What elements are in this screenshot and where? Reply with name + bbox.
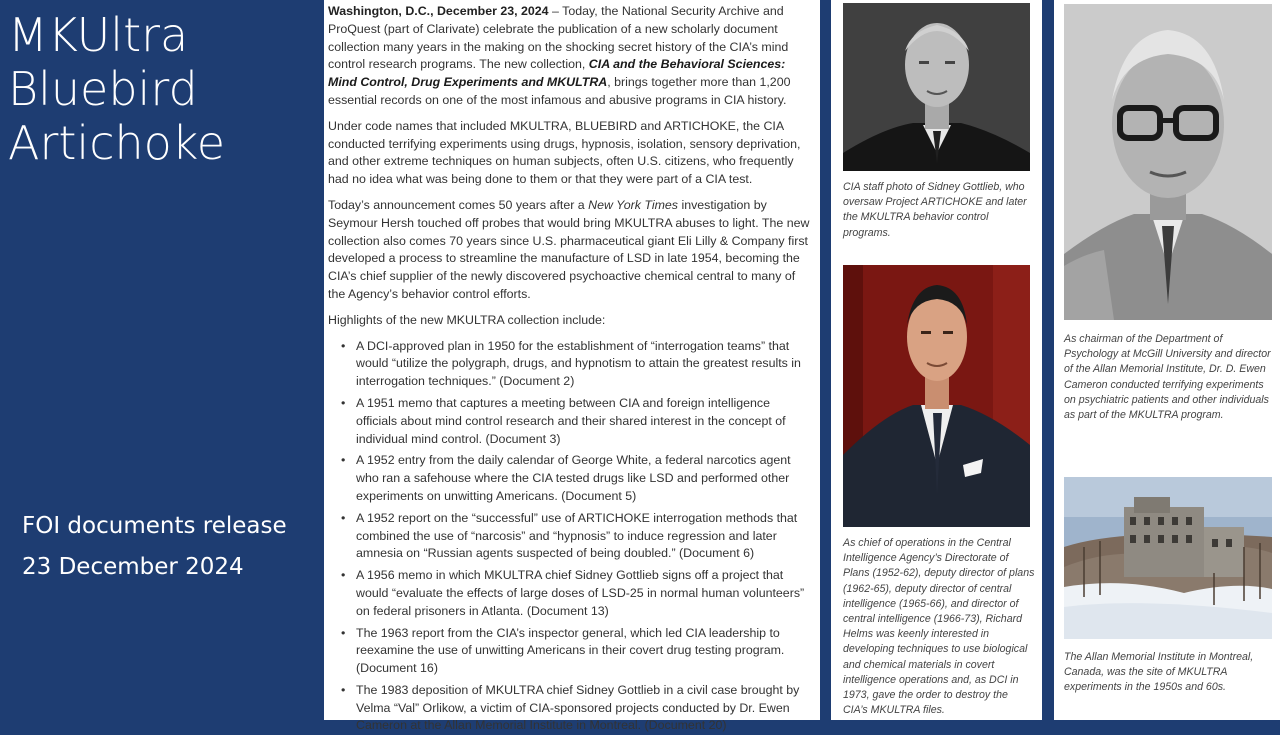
highlights-list	[328, 338, 814, 735]
institute-photo	[1064, 477, 1272, 639]
title-line-mkultra: MKUltra	[8, 8, 189, 62]
list-item: • A 1952 report on the “successful” use of ARTICHOKE interrogation methods that combined the use of “narcosis” and “hypnosis” to induce regression and later amnesia on “Russian agents suspected of being doubled.” (Document 6)	[356, 510, 814, 563]
institute-caption: The Allan Memorial Institute in Montreal, Canada, was the site of MKULTRA experiments in the 1950s and 60s.	[1064, 651, 1254, 694]
title-line-bluebird: Bluebird	[8, 62, 198, 116]
code-names-paragraph: Under code names that included MKULTRA, BLUEBIRD and ARTICHOKE, the CIA conducted terrifying experiments using drugs, hypnosis, isolation, sensory deprivation, and other extreme techniques on human subjects, often U.S. citizens, who frequently had no idea what was being done to them or that they were part of a CIA test.	[328, 118, 801, 187]
nyt-title: New York Times	[588, 197, 678, 212]
lead-text-2: , brings together more than 1,200 essential records on one of the most infamous and abusive programs in CIA history.	[328, 75, 791, 107]
sidebar-subtitle	[22, 506, 287, 588]
gottlieb-photo	[843, 3, 1030, 171]
dateline: Washington, D.C., December 23, 2024	[328, 4, 549, 18]
list-item: • The 1983 deposition of MKULTRA chief Sidney Gottlieb in a civil case brought by Velma “Val” Orlikow, a victim of CIA-sponsored projects conducted by Dr. Ewen Cameron at the Allan Memorial Institute in Montreal. (Document 20)	[356, 682, 814, 735]
announcement-text-2: investigation by Seymour Hersh touched off probes that would bring MKULTRA abuses to light. The new collection also comes 70 years since U.S. pharmaceutical giant Eli Lilly & Company first developed a process to streamline the manufacture of LSD in late 1954, becoming the CIA’s chief supplier of the newly discovered psychoactive chemical central to many of the Agency’s behavior control efforts.	[328, 197, 810, 301]
photo-column-1	[831, 0, 1042, 720]
list-item: • A 1952 entry from the daily calendar of George White, a federal narcotics agent who ran a safehouse where the CIA tested drugs like LSD and performed other experiments on unwitting Americans. (Document 5)	[356, 452, 814, 505]
cameron-photo	[1064, 4, 1272, 320]
list-item: • A 1951 memo that captures a meeting between CIA and foreign intelligence officials about mind control research and their shared interest in the concept of individual mind control. (Document 3)	[356, 395, 814, 448]
subtitle-line-2: 23 December 2024	[22, 554, 244, 580]
highlights-intro: Highlights of the new MKULTRA collection include:	[328, 312, 606, 327]
helms-caption: As chief of operations in the Central Intelligence Agency’s Directorate of Plans (1952-62), deputy director of plans (1962-65), deputy director of central intelligence (1965-66), and director of central intelligence (1966-73), Richard Helms was keenly interested in developing techniques to use biological and chemical materials in covert intelligence operations and, as DCI in 1973, gave the order to destroy the CIA’s MKULTRA files.	[843, 537, 1035, 717]
announcement-text-1: Today’s announcement comes 50 years after a	[328, 197, 589, 212]
list-item: • The 1963 report from the CIA’s inspector general, which led CIA leadership to reexamine the use of unwitting Americans in their covert drug testing program. (Document 16)	[356, 625, 814, 678]
cameron-caption: As chairman of the Department of Psychology at McGill University and director of the Allan Memorial Institute, Dr. D. Ewen Cameron conducted terrifying experiments on psychiatric patients and other individuals as part of the MKULTRA program.	[1064, 333, 1271, 422]
photo-column-2	[1054, 0, 1280, 720]
gottlieb-caption: CIA staff photo of Sidney Gottlieb, who oversaw Project ARTICHOKE and later the MKULTRA behavior control programs.	[843, 181, 1027, 239]
list-item: • A 1956 memo in which MKULTRA chief Sidney Gottlieb signs off a project that would “evaluate the effects of large doses of LSD-25 in normal human volunteers” on federal prisoners in Atlanta. (Document 13)	[356, 567, 814, 620]
title-line-artichoke: Artichoke	[8, 116, 226, 170]
lead-text-1: – Today, the National Security Archive and ProQuest (part of Clarivate) celebrate the publication of a new scholarly document collection many years in the making on the shocking secret history of the CIA’s mind control research programs. The new collection,	[328, 4, 789, 72]
article-panel	[324, 0, 820, 733]
sidebar-title	[8, 8, 225, 170]
helms-photo	[843, 265, 1030, 527]
list-item: • A DCI-approved plan in 1950 for the establishment of “interrogation teams” that would “utilize the polygraph, drugs, and hypnotism to attain the greatest results in interrogation techniques.” (Document 2)	[356, 338, 814, 391]
subtitle-line-1: FOI documents release	[22, 513, 287, 539]
announcement-paragraph	[328, 197, 814, 304]
lead-paragraph	[328, 3, 814, 110]
collection-title: CIA and the Behavioral Sciences: Mind Control, Drug Experiments and MKULTRA	[328, 57, 786, 90]
